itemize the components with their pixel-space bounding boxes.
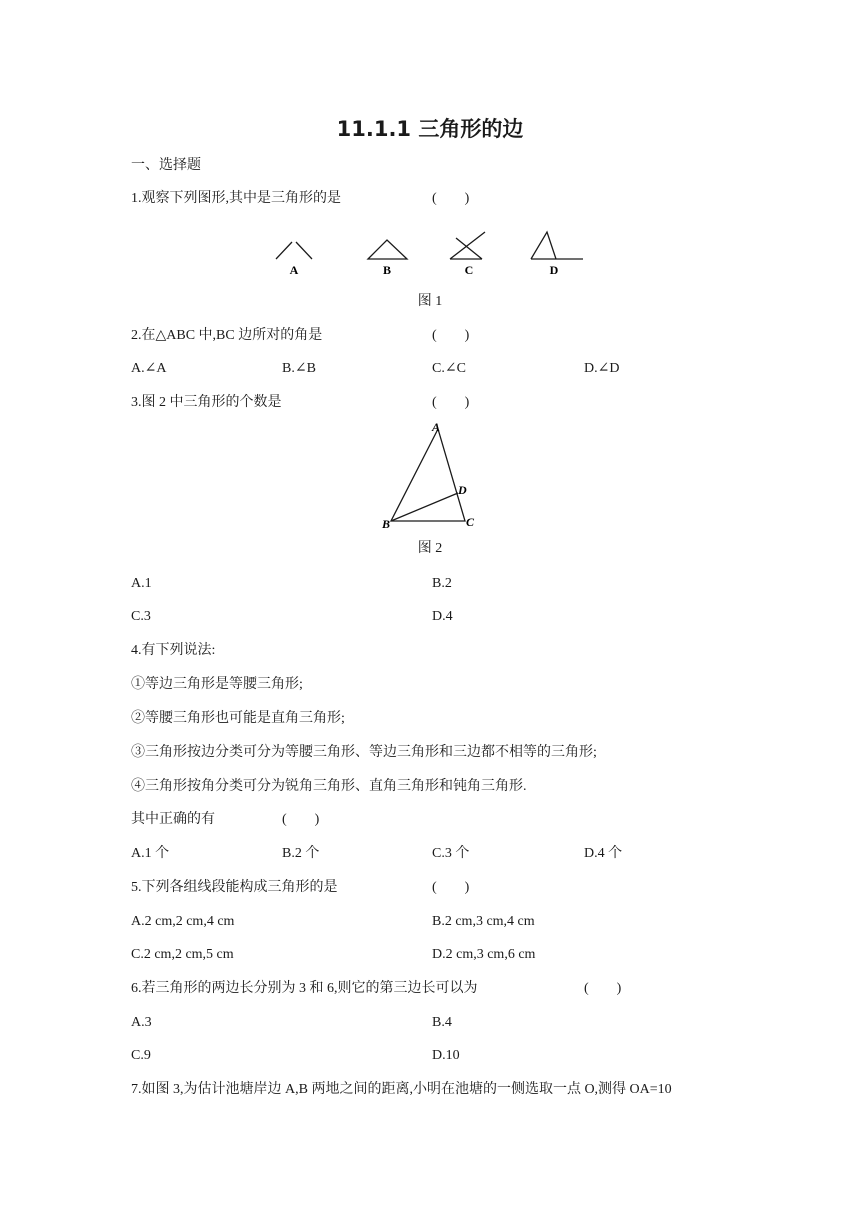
question-5-option-b: B.2 cm,3 cm,4 cm (432, 914, 535, 929)
figure-1-shape-d (531, 232, 583, 259)
question-3-option-c: C.3 (131, 609, 151, 624)
question-3-answer-blank: ( ) (432, 395, 470, 410)
question-2-option-c: C.∠C (432, 361, 466, 376)
section-heading: 一、选择题 (131, 158, 201, 173)
figure-2-triangle (391, 429, 465, 521)
figure-1-label-a: A (289, 263, 299, 277)
figure-2-segment-bd (391, 493, 458, 521)
question-4-statement-4: ④三角形按角分类可分为锐角三角形、直角三角形和钝角三角形. (131, 779, 527, 794)
question-4-ask: 其中正确的有 (131, 812, 215, 827)
question-4-statement-2: ②等腰三角形也可能是直角三角形; (131, 711, 345, 726)
question-4-statement-3: ③三角形按边分类可分为等腰三角形、等边三角形和三边都不相等的三角形; (131, 745, 597, 760)
figure-1-caption: 图 1 (417, 294, 443, 309)
question-3-option-d: D.4 (432, 609, 453, 624)
question-4-option-b: B.2 个 (282, 846, 320, 861)
question-2-answer-blank: ( ) (432, 328, 470, 343)
figure-1-label-d: D (549, 263, 559, 277)
figure-1-shape-b (368, 240, 407, 259)
figure-1-shape-a (276, 242, 312, 259)
question-7-stem: 7.如图 3,为估计池塘岸边 A,B 两地之间的距离,小明在池塘的一侧选取一点 O,测得 OA=10 (131, 1082, 672, 1097)
question-6-option-d: D.10 (432, 1048, 460, 1063)
question-1-answer-blank: ( ) (432, 191, 470, 206)
page-title: 11.1.1 三角形的边 (336, 117, 524, 141)
question-5-option-d: D.2 cm,3 cm,6 cm (432, 947, 536, 962)
question-4-option-c: C.3 个 (432, 846, 470, 861)
question-6-option-c: C.9 (131, 1048, 151, 1063)
figure-2-caption: 图 2 (417, 541, 443, 556)
figure-1-label-c: C (464, 263, 474, 277)
question-2-option-d: D.∠D (584, 361, 620, 376)
figure-2-label-c: C (466, 515, 475, 529)
figure-1 (270, 228, 600, 280)
question-6-option-b: B.4 (432, 1015, 452, 1030)
question-3-option-b: B.2 (432, 576, 452, 591)
question-4-option-a: A.1 个 (131, 846, 170, 861)
question-4-answer-blank: ( ) (282, 812, 320, 827)
question-4-statement-1: ①等边三角形是等腰三角形; (131, 677, 303, 692)
question-2-stem: 2.在△ABC 中,BC 边所对的角是 (131, 328, 323, 343)
figure-1-label-b: B (382, 263, 392, 277)
question-6-option-a: A.3 (131, 1015, 152, 1030)
question-2-option-b: B.∠B (282, 361, 316, 376)
question-2-option-a: A.∠A (131, 361, 167, 376)
question-5-option-a: A.2 cm,2 cm,4 cm (131, 914, 235, 929)
figure-2 (378, 418, 482, 534)
question-3-option-a: A.1 (131, 576, 152, 591)
question-4-stem: 4.有下列说法: (131, 643, 216, 658)
question-5-option-c: C.2 cm,2 cm,5 cm (131, 947, 234, 962)
figure-2-label-a: A (432, 420, 441, 434)
figure-2-label-d: D (458, 483, 467, 497)
question-6-answer-blank: ( ) (584, 981, 622, 996)
question-4-option-d: D.4 个 (584, 846, 623, 861)
question-5-stem: 5.下列各组线段能构成三角形的是 (131, 880, 338, 895)
question-1-stem: 1.观察下列图形,其中是三角形的是 (131, 191, 341, 206)
question-5-answer-blank: ( ) (432, 880, 470, 895)
question-3-stem: 3.图 2 中三角形的个数是 (131, 395, 282, 410)
question-6-stem: 6.若三角形的两边长分别为 3 和 6,则它的第三边长可以为 (131, 981, 478, 996)
figure-1-shape-c (450, 232, 485, 259)
figure-2-label-b: B (382, 517, 391, 531)
